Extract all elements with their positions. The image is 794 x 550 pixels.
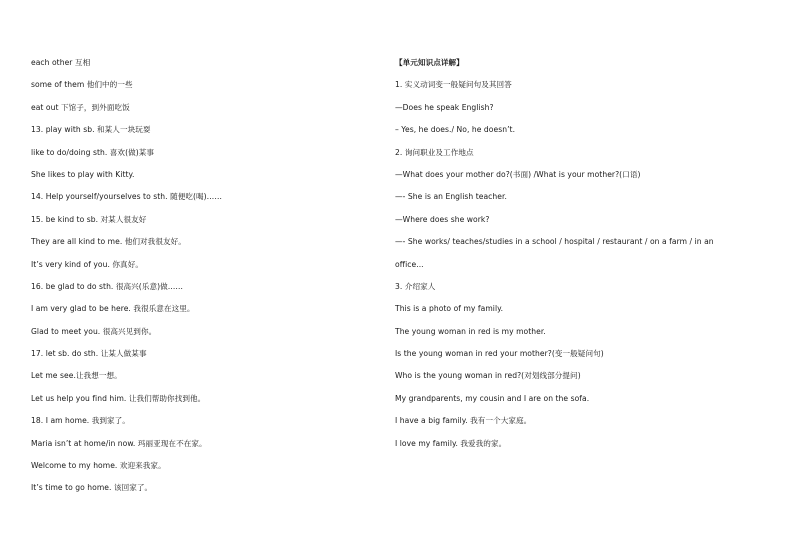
text-line: 18. I am home. 我到家了。 — [31, 416, 130, 426]
text-line: 14. Help yourself/yourselves to sth. 随便吃(喝)…… — [31, 192, 222, 202]
text-line: 2. 询问职业及工作地点 — [395, 147, 474, 157]
text-line: each other 互相 — [31, 58, 91, 67]
text-line: —What does your mother do?(书面) /What is your mother?(口语) — [395, 169, 641, 179]
text-line: – Yes, he does./ No, he doesn’t. — [395, 125, 516, 135]
text-line: 17. let sb. do sth. 让某人做某事 — [31, 349, 147, 359]
text-line: It’s time to go home. 该回家了。 — [31, 483, 153, 493]
text-line: Glad to meet you. 很高兴见到你。 — [31, 326, 157, 336]
text-line: They are all kind to me. 他们对我很友好。 — [31, 237, 186, 247]
text-line: —Where does she work? — [395, 214, 490, 224]
text-line: 1. 实义动词变一般疑问句及其回答 — [395, 80, 512, 90]
text-line: I love my family. 我爱我的家。 — [395, 438, 507, 448]
text-line: office... — [395, 259, 424, 269]
text-line: Let me see.让我想一想。 — [31, 371, 122, 381]
text-line: My grandparents, my cousin and I are on the sofa. — [395, 393, 590, 403]
text-line: —- She is an English teacher. — [395, 192, 507, 202]
text-line: Welcome to my home. 欢迎来我家。 — [31, 461, 166, 471]
text-line: It’s very kind of you. 你真好。 — [31, 259, 143, 269]
text-line: Is the young woman in red your mother?(变一般疑问句) — [395, 349, 604, 359]
text-line: —Does he speak English? — [395, 102, 494, 112]
text-line: 3. 介绍家人 — [395, 281, 436, 291]
left-column — [31, 53, 371, 501]
text-line: Let us help you find him. 让我们帮助你找到他。 — [31, 393, 206, 403]
text-line: 16. be glad to do sth. 很高兴(乐意)做…… — [31, 281, 184, 291]
text-line: some of them 他们中的一些 — [31, 80, 133, 90]
text-line: like to do/doing sth. 喜欢(做)某事 — [31, 147, 155, 157]
text-line: 13. play with sb. 和某人一块玩耍 — [31, 125, 151, 135]
text-line: —- She works/ teaches/studies in a school / hospital / restaurant / on a farm / in an — [395, 237, 714, 247]
text-line: 15. be kind to sb. 对某人很友好 — [31, 214, 147, 224]
text-line: eat out 下馆子，到外面吃饭 — [31, 102, 130, 112]
right-column — [395, 53, 725, 456]
text-line: She likes to play with Kitty. — [31, 169, 135, 179]
text-line: The young woman in red is my mother. — [395, 326, 546, 336]
text-line: I have a big family. 我有一个大家庭。 — [395, 416, 532, 426]
section-heading: 【单元知识点详解】 — [395, 58, 464, 67]
text-line: This is a photo of my family. — [395, 304, 504, 314]
text-line: Who is the young woman in red?(对划线部分提问) — [395, 371, 581, 381]
text-line: Maria isn’t at home/in now. 玛丽亚现在不在家。 — [31, 438, 207, 448]
text-line: I am very glad to be here. 我很乐意在这里。 — [31, 304, 195, 314]
